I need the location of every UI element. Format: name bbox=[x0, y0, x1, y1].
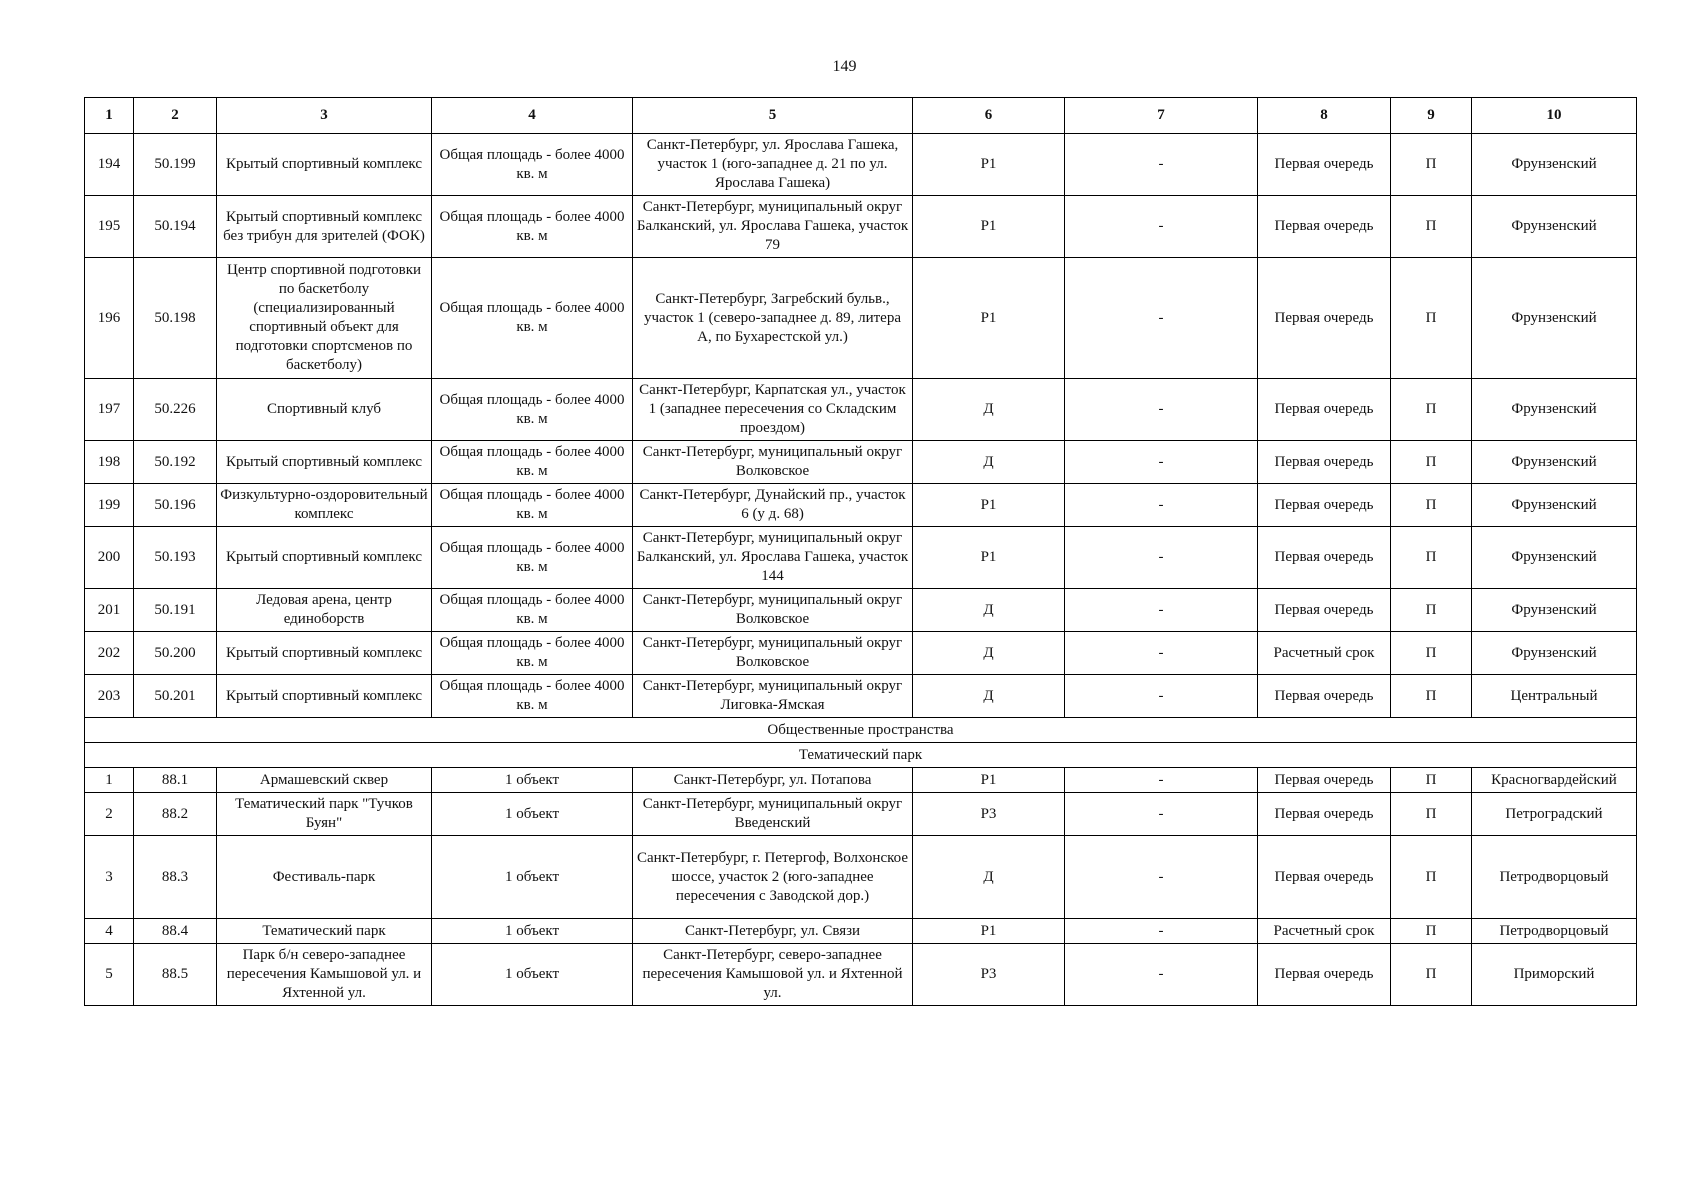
object-capacity: Общая площадь - более 4000 кв. м bbox=[432, 258, 633, 379]
table-row bbox=[85, 944, 1637, 1006]
row-number: 4 bbox=[85, 919, 134, 944]
column-9-value: П bbox=[1391, 919, 1472, 944]
row-number: 3 bbox=[85, 836, 134, 919]
object-code: 88.4 bbox=[134, 919, 217, 944]
object-capacity: Общая площадь - более 4000 кв. м bbox=[432, 632, 633, 675]
district-name: Приморский bbox=[1472, 944, 1637, 1006]
row-number: 195 bbox=[85, 196, 134, 258]
object-name: Крытый спортивный комплекс bbox=[217, 632, 432, 675]
zone-code: Д bbox=[913, 836, 1065, 919]
table-row bbox=[85, 258, 1637, 379]
column-header: 5 bbox=[633, 98, 913, 134]
district-name: Фрунзенский bbox=[1472, 484, 1637, 527]
table-row bbox=[85, 589, 1637, 632]
row-number: 201 bbox=[85, 589, 134, 632]
column-7-value: - bbox=[1065, 768, 1258, 793]
zone-code: Р1 bbox=[913, 258, 1065, 379]
object-code: 88.5 bbox=[134, 944, 217, 1006]
column-9-value: П bbox=[1391, 134, 1472, 196]
column-7-value: - bbox=[1065, 441, 1258, 484]
column-9-value: П bbox=[1391, 196, 1472, 258]
object-address: Санкт-Петербург, муниципальный округ Балканский, ул. Ярослава Гашека, участок 79 bbox=[633, 196, 913, 258]
object-code: 50.194 bbox=[134, 196, 217, 258]
implementation-stage: Первая очередь bbox=[1258, 836, 1391, 919]
object-code: 50.226 bbox=[134, 379, 217, 441]
implementation-stage: Первая очередь bbox=[1258, 589, 1391, 632]
implementation-stage: Первая очередь bbox=[1258, 675, 1391, 718]
column-header: 10 bbox=[1472, 98, 1637, 134]
object-capacity: 1 объект bbox=[432, 836, 633, 919]
object-name: Крытый спортивный комплекс bbox=[217, 527, 432, 589]
object-capacity: Общая площадь - более 4000 кв. м bbox=[432, 134, 633, 196]
zone-code: Р3 bbox=[913, 793, 1065, 836]
object-name: Армашевский сквер bbox=[217, 768, 432, 793]
object-code: 50.196 bbox=[134, 484, 217, 527]
column-7-value: - bbox=[1065, 836, 1258, 919]
district-name: Фрунзенский bbox=[1472, 527, 1637, 589]
column-9-value: П bbox=[1391, 258, 1472, 379]
object-address: Санкт-Петербург, муниципальный округ Волковское bbox=[633, 441, 913, 484]
column-7-value: - bbox=[1065, 258, 1258, 379]
table-row bbox=[85, 379, 1637, 441]
zone-code: Р1 bbox=[913, 527, 1065, 589]
column-header: 8 bbox=[1258, 98, 1391, 134]
column-9-value: П bbox=[1391, 379, 1472, 441]
zone-code: Д bbox=[913, 441, 1065, 484]
object-capacity: 1 объект bbox=[432, 793, 633, 836]
district-name: Фрунзенский bbox=[1472, 196, 1637, 258]
object-address: Санкт-Петербург, ул. Связи bbox=[633, 919, 913, 944]
implementation-stage: Первая очередь bbox=[1258, 196, 1391, 258]
implementation-stage: Первая очередь bbox=[1258, 944, 1391, 1006]
object-address: Санкт-Петербург, муниципальный округ Лиговка-Ямская bbox=[633, 675, 913, 718]
column-header: 3 bbox=[217, 98, 432, 134]
column-9-value: П bbox=[1391, 944, 1472, 1006]
table-row bbox=[85, 484, 1637, 527]
district-name: Красногвардейский bbox=[1472, 768, 1637, 793]
row-number: 196 bbox=[85, 258, 134, 379]
row-number: 200 bbox=[85, 527, 134, 589]
district-name: Фрунзенский bbox=[1472, 379, 1637, 441]
object-capacity: Общая площадь - более 4000 кв. м bbox=[432, 484, 633, 527]
row-number: 2 bbox=[85, 793, 134, 836]
implementation-stage: Первая очередь bbox=[1258, 527, 1391, 589]
column-9-value: П bbox=[1391, 484, 1472, 527]
column-7-value: - bbox=[1065, 134, 1258, 196]
column-9-value: П bbox=[1391, 441, 1472, 484]
zone-code: Р1 bbox=[913, 196, 1065, 258]
column-7-value: - bbox=[1065, 484, 1258, 527]
row-number: 203 bbox=[85, 675, 134, 718]
district-name: Центральный bbox=[1472, 675, 1637, 718]
column-7-value: - bbox=[1065, 196, 1258, 258]
object-code: 50.201 bbox=[134, 675, 217, 718]
column-9-value: П bbox=[1391, 768, 1472, 793]
column-9-value: П bbox=[1391, 589, 1472, 632]
zone-code: Р1 bbox=[913, 919, 1065, 944]
column-header: 1 bbox=[85, 98, 134, 134]
object-code: 50.199 bbox=[134, 134, 217, 196]
object-code: 88.3 bbox=[134, 836, 217, 919]
zone-code: Д bbox=[913, 632, 1065, 675]
zone-code: Д bbox=[913, 675, 1065, 718]
page-number: 149 bbox=[832, 58, 857, 75]
implementation-stage: Расчетный срок bbox=[1258, 919, 1391, 944]
zone-code: Р1 bbox=[913, 134, 1065, 196]
section-heading-row bbox=[85, 718, 1637, 743]
object-address: Санкт-Петербург, ул. Потапова bbox=[633, 768, 913, 793]
object-address: Санкт-Петербург, Дунайский пр., участок 6 (у д. 68) bbox=[633, 484, 913, 527]
table-row bbox=[85, 527, 1637, 589]
table-row bbox=[85, 196, 1637, 258]
object-code: 88.1 bbox=[134, 768, 217, 793]
object-name: Крытый спортивный комплекс без трибун для зрителей (ФОК) bbox=[217, 196, 432, 258]
object-name: Центр спортивной подготовки по баскетболу (специализированный спортивный объект для подготовки спортсменов по баскетболу) bbox=[217, 258, 432, 379]
object-code: 50.198 bbox=[134, 258, 217, 379]
column-7-value: - bbox=[1065, 527, 1258, 589]
implementation-stage: Первая очередь bbox=[1258, 441, 1391, 484]
row-number: 194 bbox=[85, 134, 134, 196]
object-name: Крытый спортивный комплекс bbox=[217, 441, 432, 484]
zone-code: Р3 bbox=[913, 944, 1065, 1006]
object-name: Крытый спортивный комплекс bbox=[217, 675, 432, 718]
column-9-value: П bbox=[1391, 836, 1472, 919]
district-name: Фрунзенский bbox=[1472, 258, 1637, 379]
table-row bbox=[85, 793, 1637, 836]
object-capacity: Общая площадь - более 4000 кв. м bbox=[432, 441, 633, 484]
column-9-value: П bbox=[1391, 527, 1472, 589]
object-capacity: Общая площадь - более 4000 кв. м bbox=[432, 379, 633, 441]
district-name: Фрунзенский bbox=[1472, 134, 1637, 196]
subsection-title: Тематический парк bbox=[85, 743, 1637, 768]
row-number: 198 bbox=[85, 441, 134, 484]
object-address: Санкт-Петербург, ул. Ярослава Гашека, участок 1 (юго-западнее д. 21 по ул. Ярослава Гашека) bbox=[633, 134, 913, 196]
object-name: Спортивный клуб bbox=[217, 379, 432, 441]
object-capacity: 1 объект bbox=[432, 768, 633, 793]
row-number: 5 bbox=[85, 944, 134, 1006]
column-header: 6 bbox=[913, 98, 1065, 134]
object-address: Санкт-Петербург, Загребский бульв., участок 1 (северо-западнее д. 89, литера А, по Бухарестской ул.) bbox=[633, 258, 913, 379]
subsection-heading-row bbox=[85, 743, 1637, 768]
row-number: 202 bbox=[85, 632, 134, 675]
column-7-value: - bbox=[1065, 944, 1258, 1006]
object-code: 50.191 bbox=[134, 589, 217, 632]
implementation-stage: Первая очередь bbox=[1258, 258, 1391, 379]
table-row bbox=[85, 632, 1637, 675]
object-name: Тематический парк bbox=[217, 919, 432, 944]
column-9-value: П bbox=[1391, 675, 1472, 718]
column-header: 9 bbox=[1391, 98, 1472, 134]
district-name: Петроградский bbox=[1472, 793, 1637, 836]
table-row bbox=[85, 134, 1637, 196]
object-name: Парк б/н северо-западнее пересечения Камышовой ул. и Яхтенной ул. bbox=[217, 944, 432, 1006]
implementation-stage: Первая очередь bbox=[1258, 379, 1391, 441]
object-name: Фестиваль-парк bbox=[217, 836, 432, 919]
object-capacity: Общая площадь - более 4000 кв. м bbox=[432, 675, 633, 718]
table-row bbox=[85, 836, 1637, 919]
district-name: Петродворцовый bbox=[1472, 919, 1637, 944]
column-7-value: - bbox=[1065, 379, 1258, 441]
section-title: Общественные пространства bbox=[85, 718, 1637, 743]
objects-table bbox=[84, 97, 1637, 1006]
district-name: Петродворцовый bbox=[1472, 836, 1637, 919]
row-number: 1 bbox=[85, 768, 134, 793]
zone-code: Р1 bbox=[913, 768, 1065, 793]
object-address: Санкт-Петербург, г. Петергоф, Волхонское шоссе, участок 2 (юго-западнее пересечения с Заводской дор.) bbox=[633, 836, 913, 919]
object-name: Тематический парк "Тучков Буян" bbox=[217, 793, 432, 836]
object-name: Физкультурно-оздоровительный комплекс bbox=[217, 484, 432, 527]
object-capacity: Общая площадь - более 4000 кв. м bbox=[432, 196, 633, 258]
column-7-value: - bbox=[1065, 793, 1258, 836]
table-row bbox=[85, 919, 1637, 944]
implementation-stage: Расчетный срок bbox=[1258, 632, 1391, 675]
object-capacity: Общая площадь - более 4000 кв. м bbox=[432, 589, 633, 632]
object-address: Санкт-Петербург, муниципальный округ Введенский bbox=[633, 793, 913, 836]
zone-code: Д bbox=[913, 379, 1065, 441]
object-name: Ледовая арена, центр единоборств bbox=[217, 589, 432, 632]
object-name: Крытый спортивный комплекс bbox=[217, 134, 432, 196]
column-7-value: - bbox=[1065, 675, 1258, 718]
implementation-stage: Первая очередь bbox=[1258, 134, 1391, 196]
column-7-value: - bbox=[1065, 632, 1258, 675]
table-row bbox=[85, 441, 1637, 484]
district-name: Фрунзенский bbox=[1472, 589, 1637, 632]
object-address: Санкт-Петербург, муниципальный округ Волковское bbox=[633, 589, 913, 632]
column-9-value: П bbox=[1391, 793, 1472, 836]
object-capacity: 1 объект bbox=[432, 919, 633, 944]
implementation-stage: Первая очередь bbox=[1258, 768, 1391, 793]
district-name: Фрунзенский bbox=[1472, 441, 1637, 484]
zone-code: Д bbox=[913, 589, 1065, 632]
zone-code: Р1 bbox=[913, 484, 1065, 527]
object-code: 88.2 bbox=[134, 793, 217, 836]
district-name: Фрунзенский bbox=[1472, 632, 1637, 675]
object-address: Санкт-Петербург, муниципальный округ Волковское bbox=[633, 632, 913, 675]
row-number: 199 bbox=[85, 484, 134, 527]
object-code: 50.193 bbox=[134, 527, 217, 589]
object-capacity: Общая площадь - более 4000 кв. м bbox=[432, 527, 633, 589]
column-header: 7 bbox=[1065, 98, 1258, 134]
object-address: Санкт-Петербург, Карпатская ул., участок 1 (западнее пересечения со Складским проездом) bbox=[633, 379, 913, 441]
object-address: Санкт-Петербург, северо-западнее пересечения Камышовой ул. и Яхтенной ул. bbox=[633, 944, 913, 1006]
object-capacity: 1 объект bbox=[432, 944, 633, 1006]
column-7-value: - bbox=[1065, 919, 1258, 944]
implementation-stage: Первая очередь bbox=[1258, 484, 1391, 527]
object-address: Санкт-Петербург, муниципальный округ Балканский, ул. Ярослава Гашека, участок 144 bbox=[633, 527, 913, 589]
column-number-header bbox=[85, 98, 1637, 134]
table-row bbox=[85, 675, 1637, 718]
row-number: 197 bbox=[85, 379, 134, 441]
column-9-value: П bbox=[1391, 632, 1472, 675]
column-7-value: - bbox=[1065, 589, 1258, 632]
implementation-stage: Первая очередь bbox=[1258, 793, 1391, 836]
column-header: 4 bbox=[432, 98, 633, 134]
table-row bbox=[85, 768, 1637, 793]
object-code: 50.200 bbox=[134, 632, 217, 675]
column-header: 2 bbox=[134, 98, 217, 134]
object-code: 50.192 bbox=[134, 441, 217, 484]
